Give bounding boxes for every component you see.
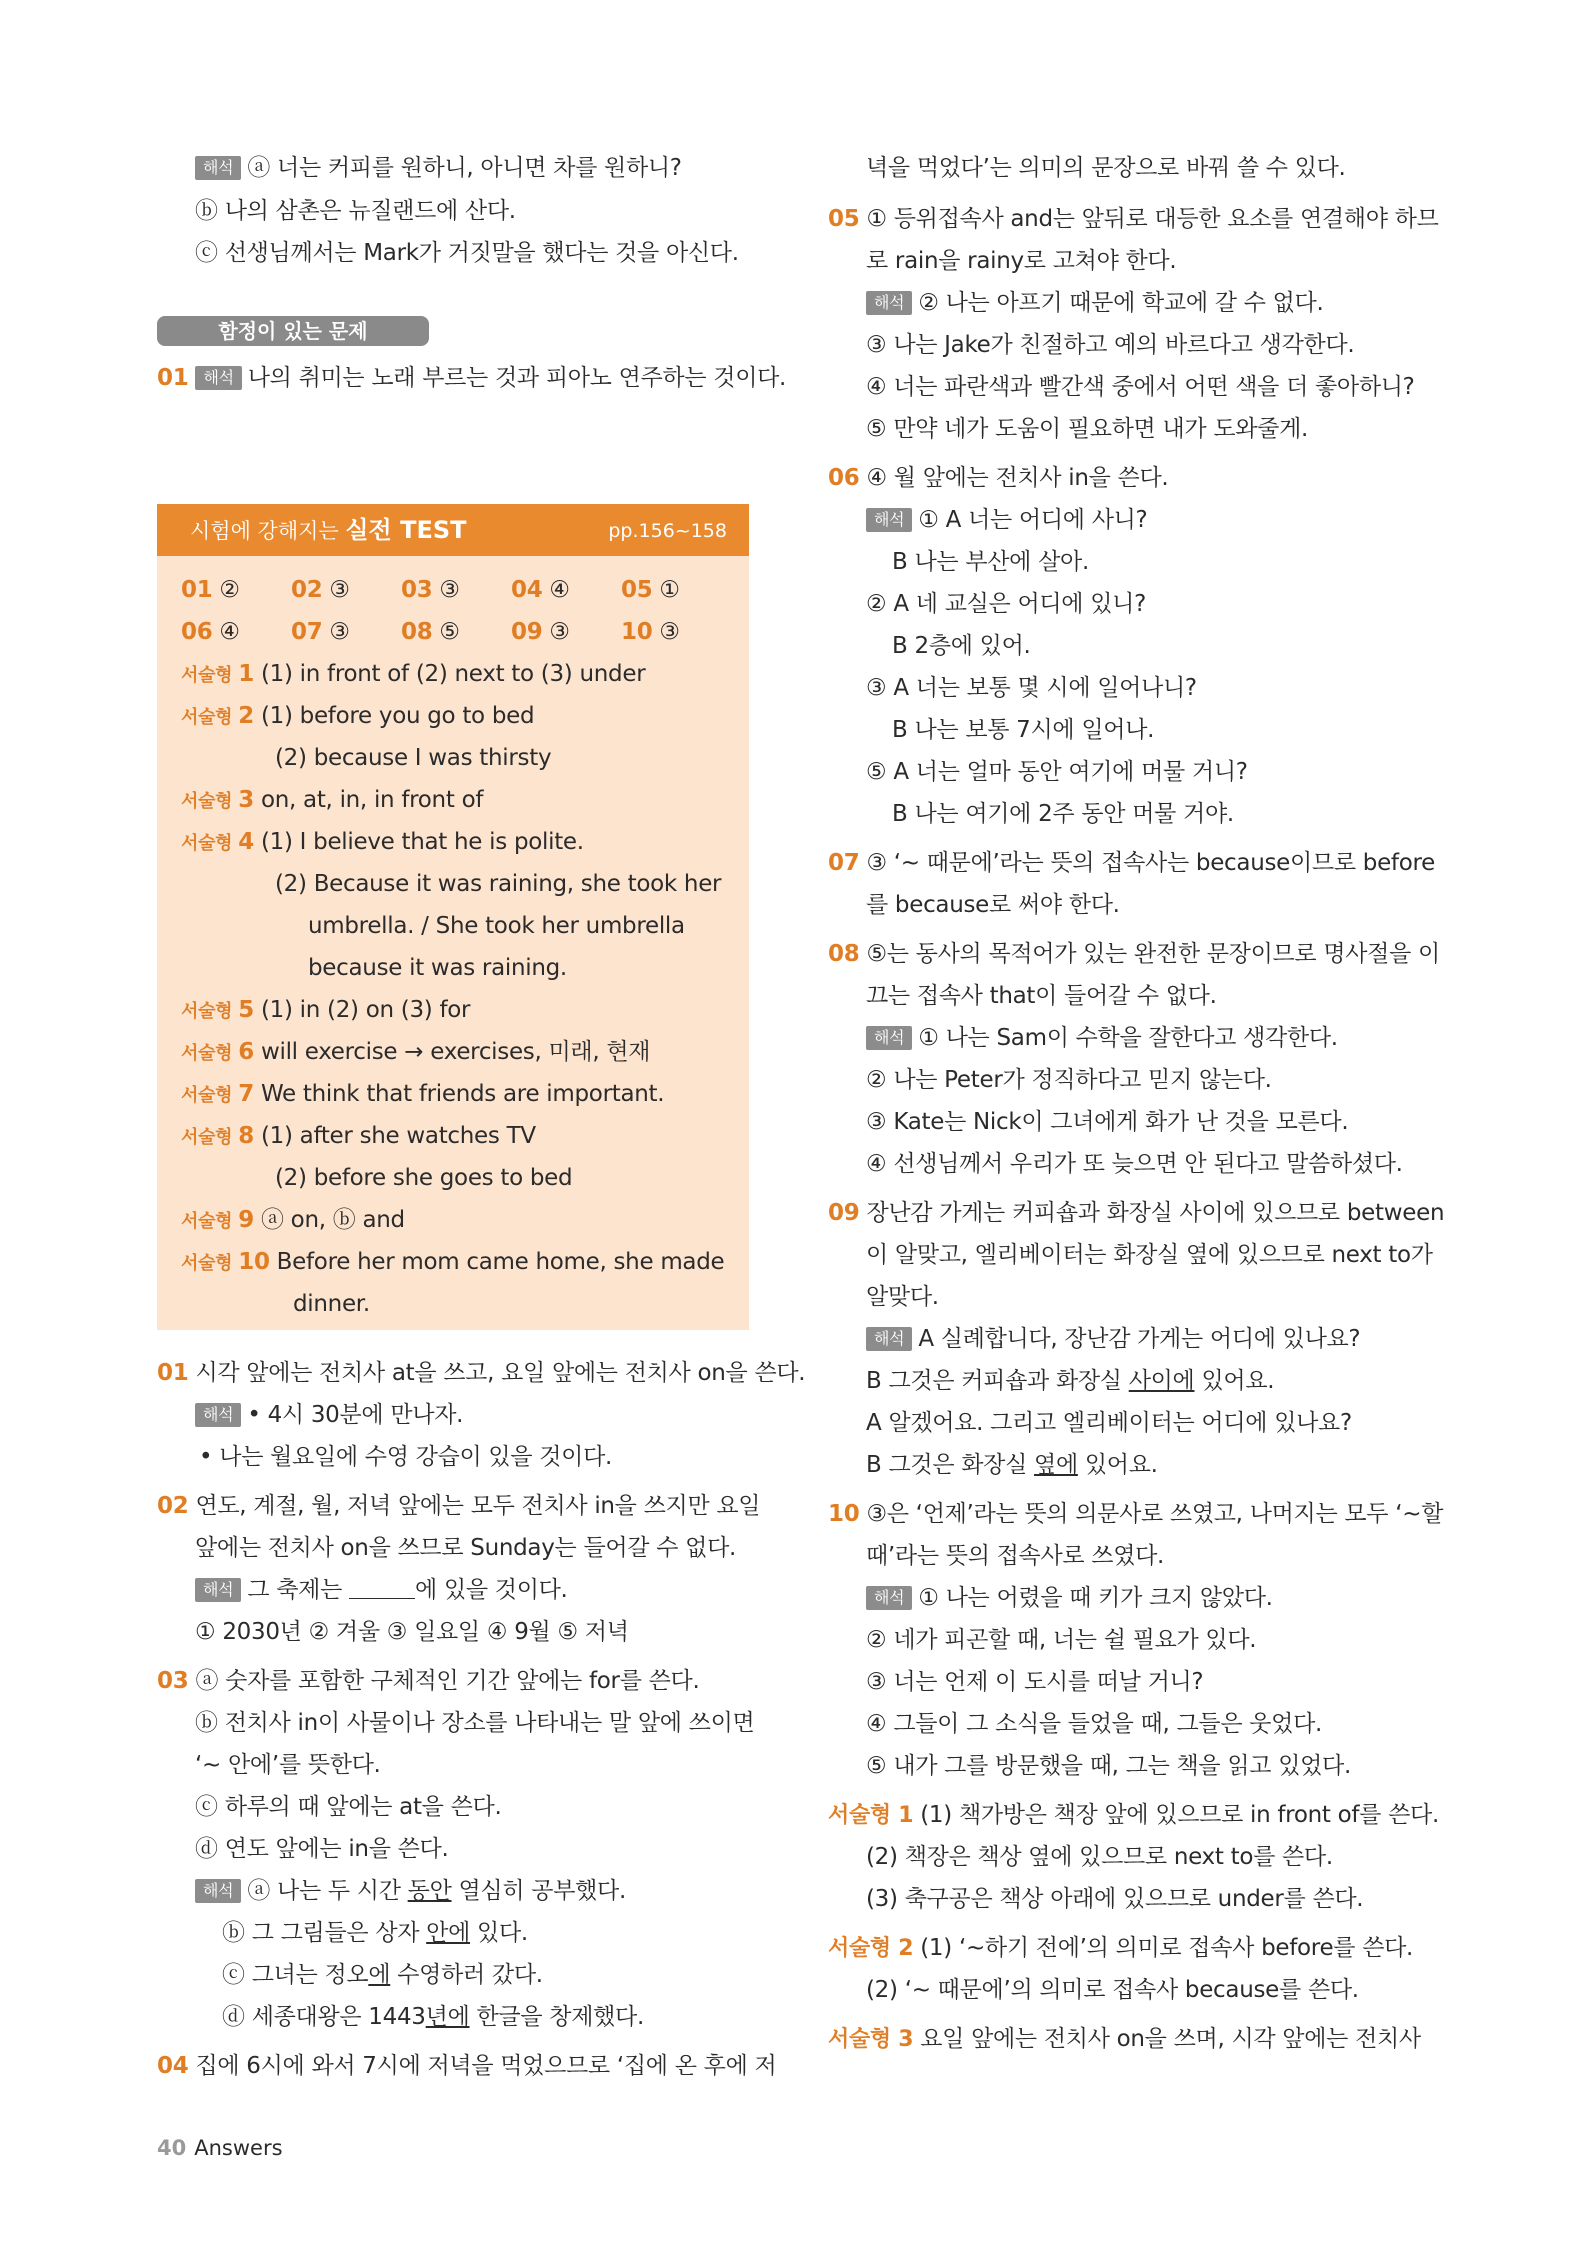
expl-02-line-2: 앞에는 전치사 on을 쓰므로 Sunday는 들어갈 수 없다. — [195, 1535, 737, 1561]
expl-03-line-1 — [157, 1665, 699, 1697]
answer-choice: ④ — [542, 577, 570, 603]
text: 장난감 가게는 커피숍과 화장실 사이에 있으므로 between — [866, 1200, 1445, 1226]
written-answer-4-line-1 — [181, 826, 584, 860]
text: ⓐ 숫자를 포함한 구체적인 기간 앞에는 for를 쓴다. — [195, 1668, 700, 1694]
written-answer-2-line-2: (2) because I was thirsty — [275, 745, 552, 771]
prev-expl-line-3: ⓒ 선생님께서는 Mark가 거짓말을 했다는 것을 아신다. — [195, 240, 739, 266]
written-label: 서술형 9 — [181, 1207, 254, 1233]
expl-05-line-3 — [866, 287, 1324, 319]
expl-03-line-7 — [222, 1917, 528, 1949]
answer-choice: ① — [652, 577, 680, 603]
expl-09-line-6: A 알겠어요. 그리고 엘리베이터는 어디에 있나요? — [866, 1410, 1352, 1436]
mc-answer-09 — [511, 616, 570, 648]
written-number: 3 — [238, 787, 254, 813]
written-expl-1-line-3: (3) 축구공은 책상 아래에 있으므로 under를 쓴다. — [866, 1886, 1364, 1912]
text: ⓐ on, ⓑ and — [253, 1207, 405, 1233]
expl-03-line-3: ‘~ 안에’를 뜻한다. — [195, 1752, 381, 1778]
expl-02-line-3 — [195, 1574, 568, 1606]
text: ① 나는 어렸을 때 키가 크지 않았다. — [918, 1585, 1273, 1611]
expl-08-line-1 — [828, 938, 1440, 970]
text: ① A 너는 어디에 사니? — [918, 507, 1148, 533]
expl-01-line-3: • 나는 월요일에 수영 강습이 있을 것이다. — [199, 1444, 613, 1470]
text: 나의 취미는 노래 부르는 것과 피아노 연주하는 것이다. — [247, 365, 787, 391]
expl-07-line-1 — [828, 847, 1435, 879]
expl-02-line-1 — [157, 1490, 760, 1522]
item-number: 06 — [828, 465, 860, 491]
page-number: 40 — [157, 2136, 187, 2160]
answer-choice: ③ — [322, 577, 350, 603]
expl-07-line-2: 를 because로 써야 한다. — [866, 892, 1120, 918]
answer-number: 07 — [291, 619, 323, 645]
written-label: 서술형 4 — [181, 829, 254, 855]
mc-answer-10 — [621, 616, 680, 648]
written-label: 서술형 10 — [181, 1249, 270, 1275]
expl-10-line-1 — [828, 1498, 1443, 1530]
text: • 4시 30분에 만나자. — [247, 1402, 464, 1428]
expl-10-line-4: ② 네가 피곤할 때, 너는 쉴 필요가 있다. — [866, 1627, 1257, 1653]
written-number: 6 — [238, 1039, 254, 1065]
answer-number: 04 — [511, 577, 543, 603]
expl-09-line-7 — [866, 1449, 1158, 1481]
interpretation-tag: 해석 — [866, 1327, 912, 1351]
expl-10-line-3 — [866, 1582, 1273, 1614]
answer-choice: ④ — [212, 619, 240, 645]
answer-choice: ③ — [652, 619, 680, 645]
mc-answer-07 — [291, 616, 350, 648]
expl-08-line-5: ③ Kate는 Nick이 그녀에게 화가 난 것을 모른다. — [866, 1109, 1349, 1135]
text: ④ 월 앞에는 전치사 in을 쓴다. — [866, 465, 1169, 491]
expl-03-line-8 — [222, 1959, 543, 1991]
written-answer-5-line-1 — [181, 994, 470, 1028]
text: 있다. — [470, 1920, 528, 1946]
item-number: 08 — [828, 941, 860, 967]
expl-06-line-6: ③ A 너는 보통 몇 시에 일어나니? — [866, 675, 1197, 701]
answer-choice: ③ — [322, 619, 350, 645]
text: ⓒ 그녀는 정오 — [222, 1962, 369, 1988]
expl-06-line-1 — [828, 462, 1168, 494]
written-expl-1-line-2: (2) 책장은 책상 옆에 있으므로 next to를 쓴다. — [866, 1844, 1333, 1870]
text: 시각 앞에는 전치사 at을 쓰고, 요일 앞에는 전치사 on을 쓴다. — [195, 1360, 806, 1386]
expl-03-line-6 — [195, 1875, 626, 1907]
answer-number: 08 — [401, 619, 433, 645]
written-expl-1-line-1 — [828, 1799, 1439, 1832]
expl-03-line-9 — [222, 2001, 644, 2033]
written-number: 1 — [238, 661, 254, 687]
expl-03-line-5: ⓓ 연도 앞에는 in을 쓴다. — [195, 1836, 449, 1862]
written-number: 7 — [238, 1081, 254, 1107]
written-answer-3-line-1 — [181, 784, 483, 818]
text: ① 나는 Sam이 수학을 잘한다고 생각한다. — [918, 1025, 1338, 1051]
underlined-text: 사이에 — [1128, 1368, 1195, 1394]
text: 있어요. — [1194, 1368, 1275, 1394]
mc-answer-02 — [291, 574, 350, 606]
underlined-text: 년에 — [425, 2004, 470, 2030]
written-answer-4-line-4: because it was raining. — [308, 955, 567, 981]
expl-10-line-5: ③ 너는 언제 이 도시를 떠날 거니? — [866, 1669, 1204, 1695]
interpretation-tag: 해석 — [195, 366, 241, 390]
text: 집에 6시에 와서 7시에 저녁을 먹었으므로 ‘집에 온 후에 저 — [195, 2053, 777, 2079]
written-answer-9-line-1 — [181, 1204, 405, 1238]
prev-expl-line-1 — [195, 152, 682, 184]
expl-05-line-4: ③ 나는 Jake가 친절하고 예의 바르다고 생각한다. — [866, 332, 1355, 358]
text: (1) in front of (2) next to (3) under — [253, 661, 646, 687]
page-footer — [157, 2134, 283, 2162]
written-answer-4-line-3: umbrella. / She took her umbrella — [308, 913, 685, 939]
underlined-text: 동안 — [407, 1878, 452, 1904]
text: 열심히 공부했다. — [451, 1878, 626, 1904]
written-expl-2-line-1 — [828, 1932, 1413, 1965]
expl-03-line-4: ⓒ 하루의 때 앞에는 at을 쓴다. — [195, 1794, 502, 1820]
blank — [349, 1578, 415, 1599]
text: (1) before you go to bed — [253, 703, 535, 729]
expl-08-line-6: ④ 선생님께서 우리가 또 늦으면 안 된다고 말씀하셨다. — [866, 1151, 1403, 1177]
expl-02-line-4: ① 2030년 ② 겨울 ③ 일요일 ④ 9월 ⑤ 저녁 — [195, 1619, 629, 1645]
expl-03-line-2: ⓑ 전치사 in이 사물이나 장소를 나타내는 말 앞에 쓰이면 — [195, 1710, 755, 1736]
item-number: 04 — [157, 2053, 189, 2079]
item-number: 09 — [828, 1200, 860, 1226]
written-answer-1-line-1 — [181, 658, 645, 692]
written-label: 서술형 1 — [181, 661, 254, 687]
text: (1) 책가방은 책장 앞에 있으므로 in front of를 쓴다. — [920, 1802, 1439, 1828]
title-pre: 시험에 강해지는 — [190, 519, 346, 543]
written-number: 5 — [238, 997, 254, 1023]
text: ⓓ 세종대왕은 1443 — [222, 2004, 426, 2030]
text: ② 나는 아프기 때문에 학교에 갈 수 없다. — [918, 290, 1324, 316]
answer-choice: ② — [212, 577, 240, 603]
expl-04-line-2: 녁을 먹었다’는 의미의 문장으로 바꿔 쓸 수 있다. — [866, 155, 1346, 181]
item-number: 02 — [157, 1493, 189, 1519]
expl-10-line-2: 때’라는 뜻의 접속사로 쓰였다. — [866, 1543, 1165, 1569]
expl-06-line-7: B 나는 보통 7시에 일어나. — [892, 717, 1155, 743]
answer-choice: ③ — [432, 577, 460, 603]
expl-09-line-2: 이 알맞고, 엘리베이터는 화장실 옆에 있으므로 next to가 — [866, 1242, 1433, 1268]
text: ③ ‘~ 때문에’라는 뜻의 접속사는 because이므로 before — [866, 850, 1435, 876]
mc-answer-05 — [621, 574, 680, 606]
interpretation-tag: 해석 — [866, 1586, 912, 1610]
written-label: 서술형 7 — [181, 1081, 254, 1107]
underlined-text: 안에 — [426, 1920, 471, 1946]
interpretation-tag: 해석 — [195, 156, 241, 180]
expl-01-line-2 — [195, 1399, 463, 1431]
interpretation-tag: 해석 — [866, 291, 912, 315]
expl-08-line-2: 끄는 접속사 that이 들어갈 수 없다. — [866, 983, 1217, 1009]
text: We think that friends are important. — [253, 1081, 665, 1107]
written-expl-3-line-1 — [828, 2023, 1421, 2056]
expl-01-line-1 — [157, 1357, 805, 1389]
item-number: 01 — [157, 1360, 189, 1386]
written-number: 2 — [238, 703, 254, 729]
written-label: 서술형 5 — [181, 997, 254, 1023]
text: A 실례합니다, 장난감 가게는 어디에 있나요? — [918, 1326, 1361, 1352]
item-number: 10 — [828, 1501, 860, 1527]
text: (1) ‘~하기 전에’의 의미로 접속사 before를 쓴다. — [920, 1935, 1414, 1961]
text: B 그것은 화장실 — [866, 1452, 1035, 1478]
written-label: 서술형 3 — [828, 2027, 914, 2052]
written-label: 서술형 8 — [181, 1123, 254, 1149]
mc-answer-06 — [181, 616, 240, 648]
written-number: 8 — [238, 1123, 254, 1149]
text: ⑤는 동사의 목적어가 있는 완전한 문장이므로 명사절을 이 — [866, 941, 1440, 967]
text: Before her mom came home, she made — [269, 1249, 725, 1275]
mc-answer-08 — [401, 616, 460, 648]
answer-choice: ③ — [542, 619, 570, 645]
answer-box-title — [190, 516, 467, 545]
text: B 그것은 커피숍과 화장실 — [866, 1368, 1129, 1394]
item-number: 03 — [157, 1668, 189, 1694]
answer-number: 05 — [621, 577, 653, 603]
expl-06-line-2 — [866, 504, 1147, 536]
footer-label: Answers — [194, 2136, 283, 2160]
trap-problem-pill: 함정이 있는 문제 — [157, 316, 429, 346]
written-answer-8-line-1 — [181, 1120, 536, 1154]
text: 에 있을 것이다. — [415, 1577, 568, 1603]
expl-10-line-7: ⑤ 내가 그를 방문했을 때, 그는 책을 읽고 있었다. — [866, 1753, 1351, 1779]
expl-05-line-5: ④ 너는 파란색과 빨간색 중에서 어떤 색을 더 좋아하니? — [866, 374, 1415, 400]
expl-08-line-4: ② 나는 Peter가 정직하다고 믿지 않는다. — [866, 1067, 1272, 1093]
written-answer-8-line-2: (2) before she goes to bed — [275, 1165, 573, 1191]
text: 요일 앞에는 전치사 on을 쓰며, 시각 앞에는 전치사 — [920, 2026, 1421, 2052]
written-label: 서술형 1 — [828, 1803, 914, 1828]
mc-answer-01 — [181, 574, 240, 606]
expl-08-line-3 — [866, 1022, 1338, 1054]
text: on, at, in, in front of — [253, 787, 484, 813]
written-answer-10-line-2: dinner. — [293, 1291, 370, 1317]
written-number: 10 — [238, 1249, 270, 1275]
expl-06-line-9: B 나는 여기에 2주 동안 머물 거야. — [892, 801, 1234, 827]
text: ⓐ 너는 커피를 원하니, 아니면 차를 원하니? — [247, 155, 682, 181]
written-answer-2-line-1 — [181, 700, 534, 734]
interpretation-tag: 해석 — [195, 1403, 241, 1427]
expl-06-line-3: B 나는 부산에 살아. — [892, 549, 1089, 575]
answer-number: 10 — [621, 619, 653, 645]
text: 연도, 계절, 월, 저녁 앞에는 모두 전치사 in을 쓰지만 요일 — [195, 1493, 761, 1519]
expl-09-line-5 — [866, 1365, 1274, 1397]
written-answer-10-line-1 — [181, 1246, 724, 1280]
answer-number: 03 — [401, 577, 433, 603]
item-number: 01 — [157, 365, 189, 391]
expl-04-line-1 — [157, 2050, 776, 2082]
mc-answer-04 — [511, 574, 570, 606]
answer-box-pages: pp.156~158 — [608, 520, 727, 542]
expl-09-line-1 — [828, 1197, 1444, 1229]
interpretation-tag: 해석 — [866, 1026, 912, 1050]
text: 수영하러 갔다. — [390, 1962, 543, 1988]
answer-number: 06 — [181, 619, 213, 645]
expl-09-line-4 — [866, 1323, 1360, 1355]
written-number: 4 — [238, 829, 254, 855]
underlined-text: 옆에 — [1034, 1452, 1078, 1478]
interpretation-tag: 해석 — [866, 508, 912, 532]
written-expl-2-line-2: (2) ‘~ 때문에’의 의미로 접속사 because를 쓴다. — [866, 1977, 1359, 2003]
expl-05-line-1 — [828, 203, 1438, 235]
title-bold: 실전 TEST — [345, 516, 467, 544]
expl-06-line-8: ⑤ A 너는 얼마 동안 여기에 머물 거니? — [866, 759, 1248, 785]
interpretation-tag: 해석 — [195, 1578, 241, 1602]
text: (1) I believe that he is polite. — [253, 829, 584, 855]
text: 그 축제는 — [247, 1577, 350, 1603]
text: ⓐ 나는 두 시간 — [247, 1878, 408, 1904]
written-label: 서술형 2 — [828, 1936, 914, 1961]
written-label: 서술형 2 — [181, 703, 254, 729]
expl-09-line-3: 알맞다. — [866, 1284, 939, 1310]
expl-10-line-6: ④ 그들이 그 소식을 들었을 때, 그들은 웃었다. — [866, 1711, 1323, 1737]
text: will exercise → exercises, 미래, 현재 — [253, 1039, 651, 1065]
text: 있어요. — [1077, 1452, 1158, 1478]
mc-answer-03 — [401, 574, 460, 606]
text: ③은 ‘언제’라는 뜻의 의문사로 쓰였고, 나머지는 모두 ‘~할 — [866, 1501, 1444, 1527]
underlined-text: 에 — [368, 1962, 391, 1988]
answer-choice: ⑤ — [432, 619, 460, 645]
interpretation-tag: 해석 — [195, 1879, 241, 1903]
written-number: 9 — [238, 1207, 254, 1233]
text: (1) in (2) on (3) for — [253, 997, 471, 1023]
written-label: 서술형 3 — [181, 787, 254, 813]
expl-06-line-5: B 2층에 있어. — [892, 633, 1031, 659]
expl-05-line-6: ⑤ 만약 네가 도움이 필요하면 내가 도와줄게. — [866, 416, 1309, 442]
text: ⓑ 그 그림들은 상자 — [222, 1920, 427, 1946]
expl-05-line-2: 로 rain을 rainy로 고쳐야 한다. — [866, 248, 1177, 274]
text: ① 등위접속사 and는 앞뒤로 대등한 요소를 연결해야 하므 — [866, 206, 1439, 232]
expl-06-line-4: ② A 네 교실은 어디에 있니? — [866, 591, 1146, 617]
answer-number: 09 — [511, 619, 543, 645]
answer-box-header — [157, 504, 749, 556]
answer-number: 02 — [291, 577, 323, 603]
text: (1) after she watches TV — [253, 1123, 536, 1149]
written-label: 서술형 6 — [181, 1039, 254, 1065]
answer-number: 01 — [181, 577, 213, 603]
written-answer-7-line-1 — [181, 1078, 664, 1112]
trap-answer-01 — [157, 362, 786, 394]
text: 한글을 창제했다. — [469, 2004, 644, 2030]
item-number: 05 — [828, 206, 860, 232]
written-answer-4-line-2: (2) Because it was raining, she took her — [275, 871, 722, 897]
item-number: 07 — [828, 850, 860, 876]
written-answer-6-line-1 — [181, 1036, 650, 1070]
prev-expl-line-2: ⓑ 나의 삼촌은 뉴질랜드에 산다. — [195, 198, 516, 224]
